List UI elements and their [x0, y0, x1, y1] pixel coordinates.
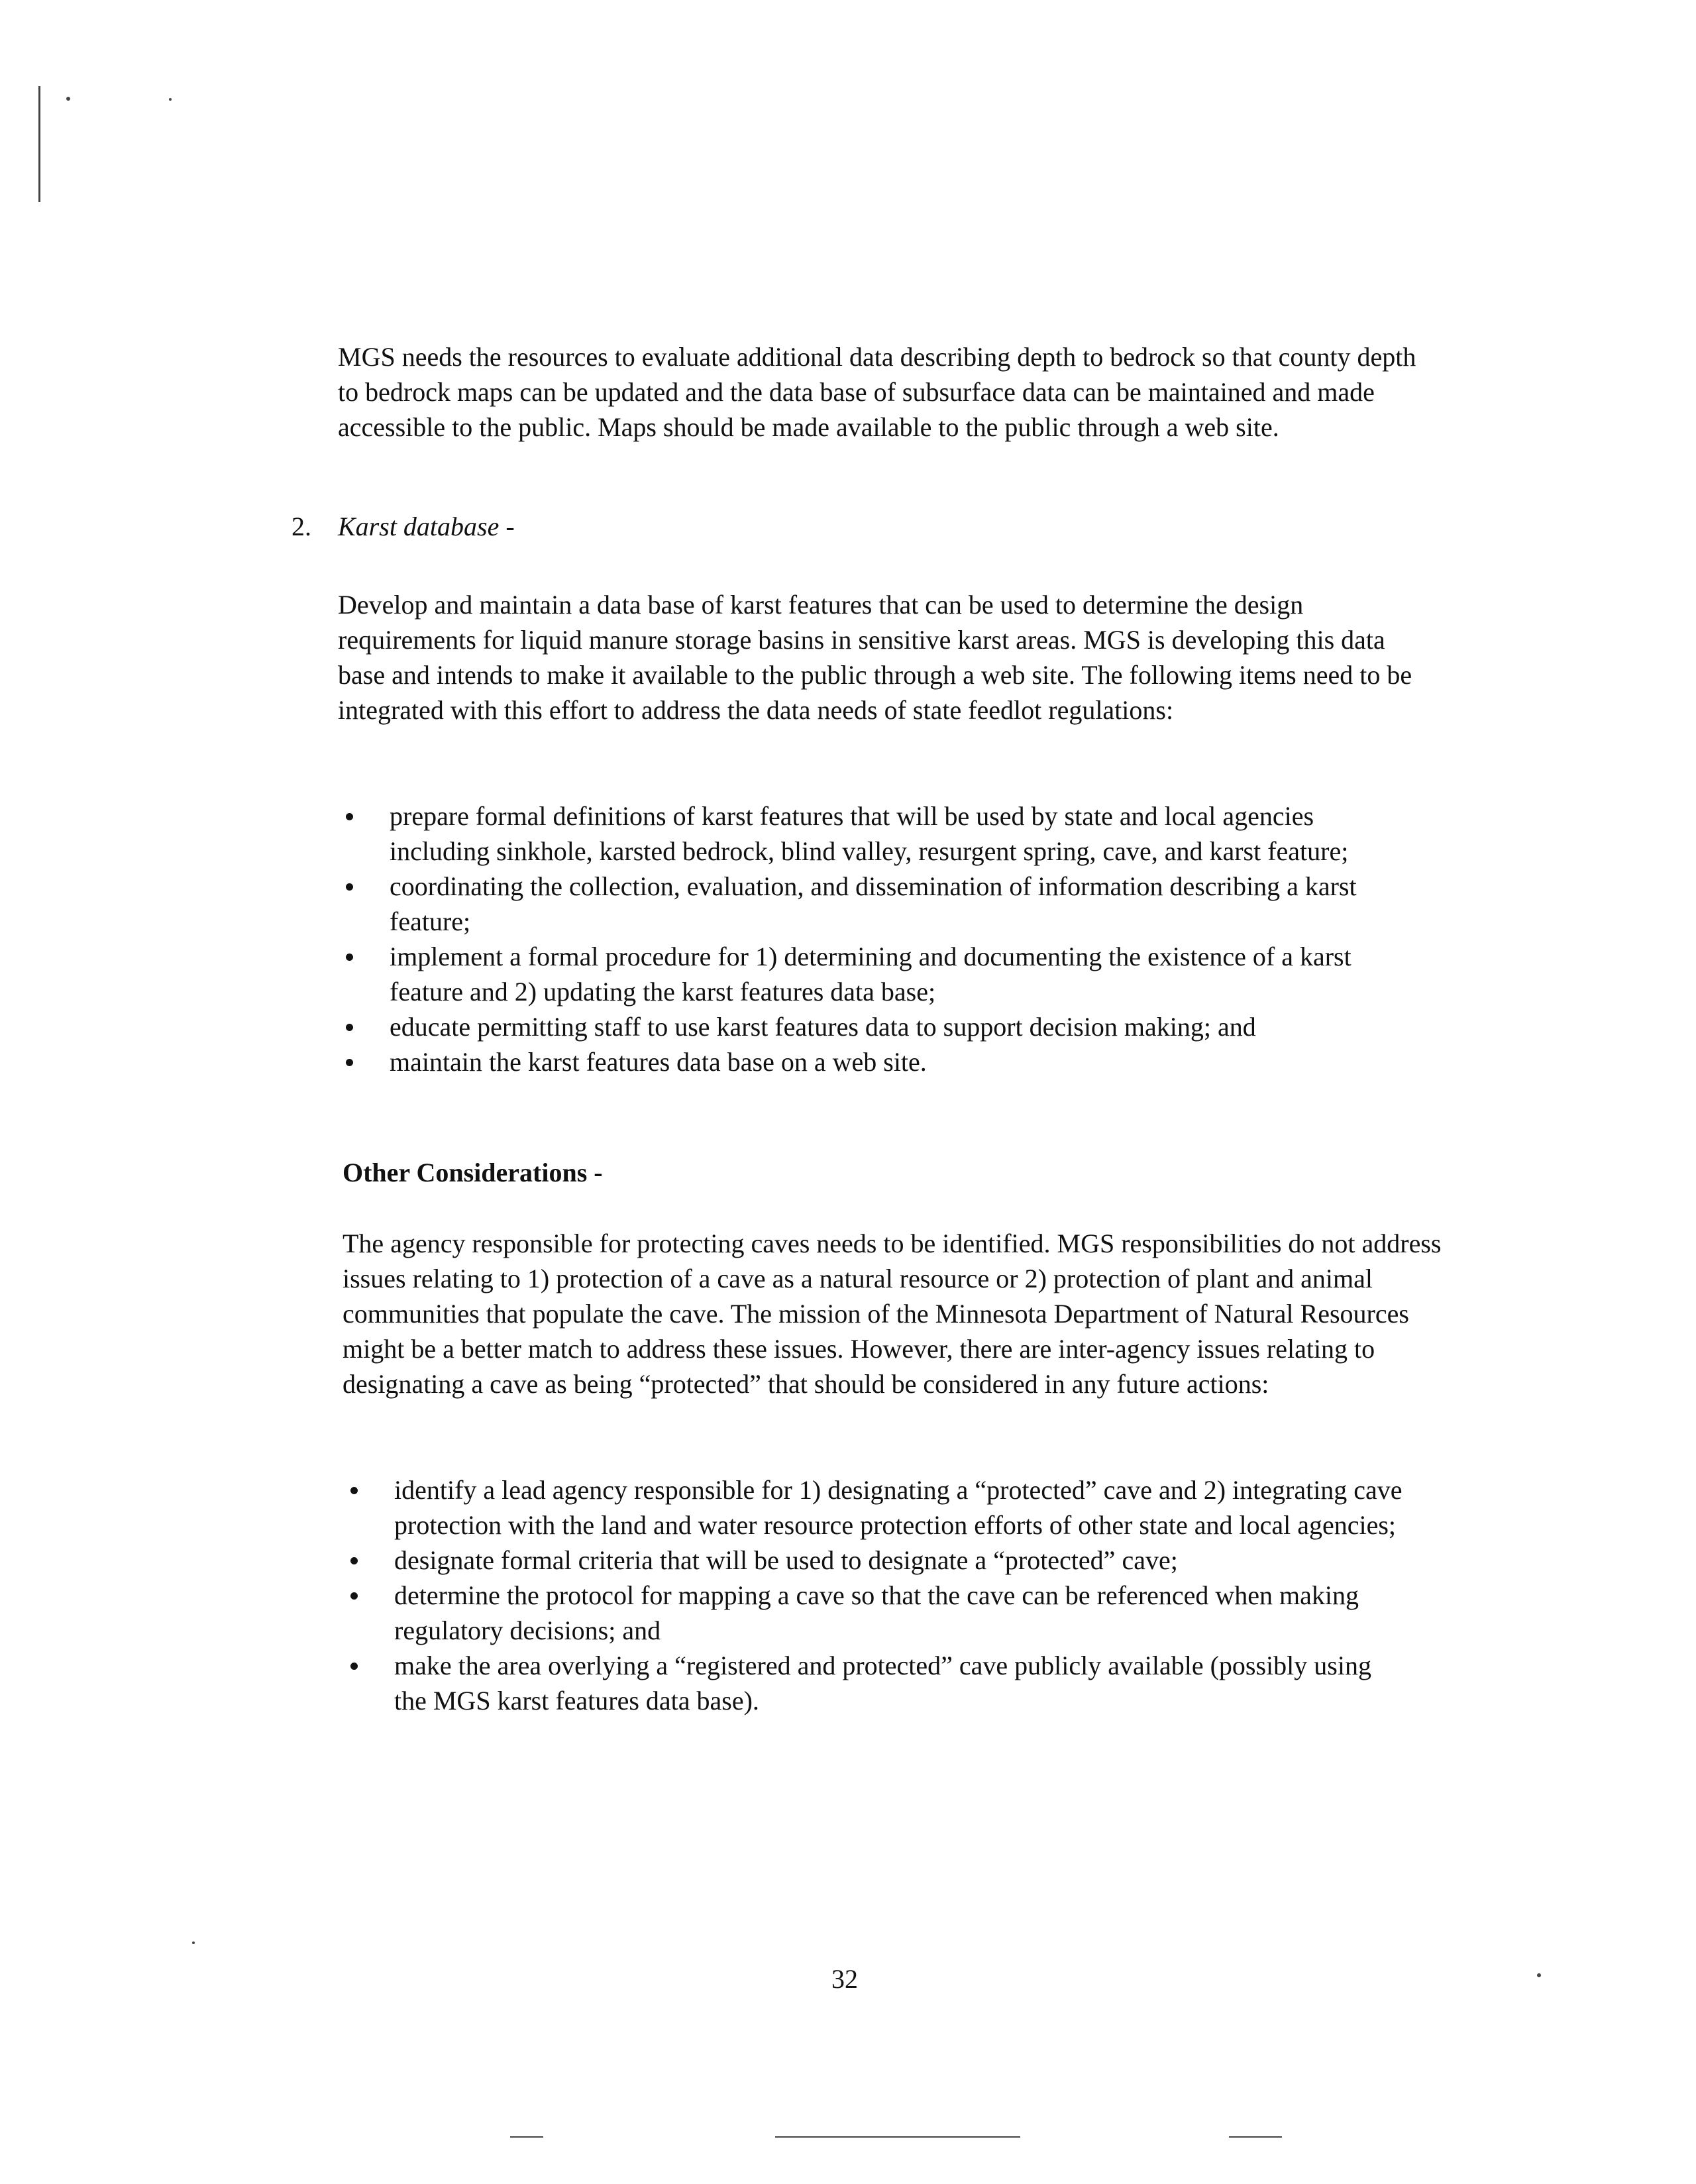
list-item-text: maintain the karst features data base on a web site. [390, 1047, 927, 1077]
bullet-icon [350, 1557, 358, 1564]
scan-speck [169, 98, 172, 101]
list-item [338, 939, 1398, 1009]
scan-speck [1229, 2136, 1282, 2138]
karst-paragraph: Develop and maintain a data base of karst features that can be used to determine the design requirements for liquid manure storage basins in sensitive karst areas. MGS is developing this data base and intends to make it available to the public through a web site. The following items need to be integrated with this effort to address the data needs of state feedlot regulations: [338, 590, 1412, 725]
other-bullet-list [343, 1472, 1403, 1718]
list-item-text: make the area overlying a “registered and protected” cave publicly available (possibly using the MGS karst features data base). [394, 1651, 1371, 1716]
list-item [343, 1472, 1403, 1543]
bullet-icon [346, 883, 353, 891]
bullet-icon [346, 954, 353, 961]
list-item [343, 1648, 1403, 1718]
list-item-text: designate formal criteria that will be used to designate a “protected” cave; [394, 1545, 1178, 1575]
scan-speck [510, 2136, 543, 2138]
list-item [338, 798, 1398, 869]
list-item [343, 1543, 1403, 1578]
intro-paragraph: MGS needs the resources to evaluate additional data describing depth to bedrock so that county depth to bedrock maps can be updated and the data base of subsurface data can be maintained and made accessible to the public. Maps should be made available to the public through a web site. [338, 342, 1416, 442]
bullet-icon [350, 1592, 358, 1600]
list-item [338, 1009, 1398, 1044]
list-item-text: determine the protocol for mapping a cave so that the cave can be referenced when making regulatory decisions; and [394, 1580, 1359, 1645]
page-number: 32 [831, 1964, 858, 1994]
list-item-text: identify a lead agency responsible for 1) designating a “protected” cave and 2) integrating cave protection with the land and water resource protection efforts of other state and local agencies; [394, 1475, 1403, 1540]
karst-bullet-list [338, 798, 1398, 1079]
scan-speck [775, 2136, 1020, 2138]
bullet-icon [346, 813, 353, 820]
scan-speck [1537, 1973, 1541, 1977]
other-paragraph: The agency responsible for protecting caves needs to be identified. MGS responsibilities do not address issues relating to 1) protection of a cave as a natural resource or 2) protection of plant and animal communities that populate the cave. The mission of the Minnesota Department of Natural Resources might be a better match to address these issues. However, there are inter-agency issues relating to designating a cave as being “protected” that should be considered in any future actions: [343, 1228, 1442, 1399]
list-item [338, 869, 1398, 939]
list-item [343, 1578, 1403, 1648]
bullet-icon [350, 1663, 358, 1670]
scan-speck [66, 97, 70, 101]
other-considerations-heading: Other Considerations - [343, 1158, 603, 1187]
section-number: 2. [292, 512, 311, 541]
bullet-icon [346, 1059, 353, 1066]
list-item-text: coordinating the collection, evaluation, and dissemination of information describing a karst feature; [390, 871, 1357, 936]
scan-speck [192, 1941, 195, 1944]
list-item-text: implement a formal procedure for 1) determining and documenting the existence of a karst feature and 2) updating the karst features data base; [390, 942, 1352, 1007]
scan-edge-line [38, 86, 40, 202]
section-title-karst-database: Karst database - [338, 512, 515, 541]
list-item-text: prepare formal definitions of karst features that will be used by state and local agencies including sinkhole, karsted bedrock, blind valley, resurgent spring, cave, and karst feature; [390, 801, 1349, 866]
list-item [338, 1044, 1398, 1079]
bullet-icon [346, 1024, 353, 1031]
bullet-icon [350, 1487, 358, 1494]
list-item-text: educate permitting staff to use karst features data to support decision making; and [390, 1012, 1256, 1042]
